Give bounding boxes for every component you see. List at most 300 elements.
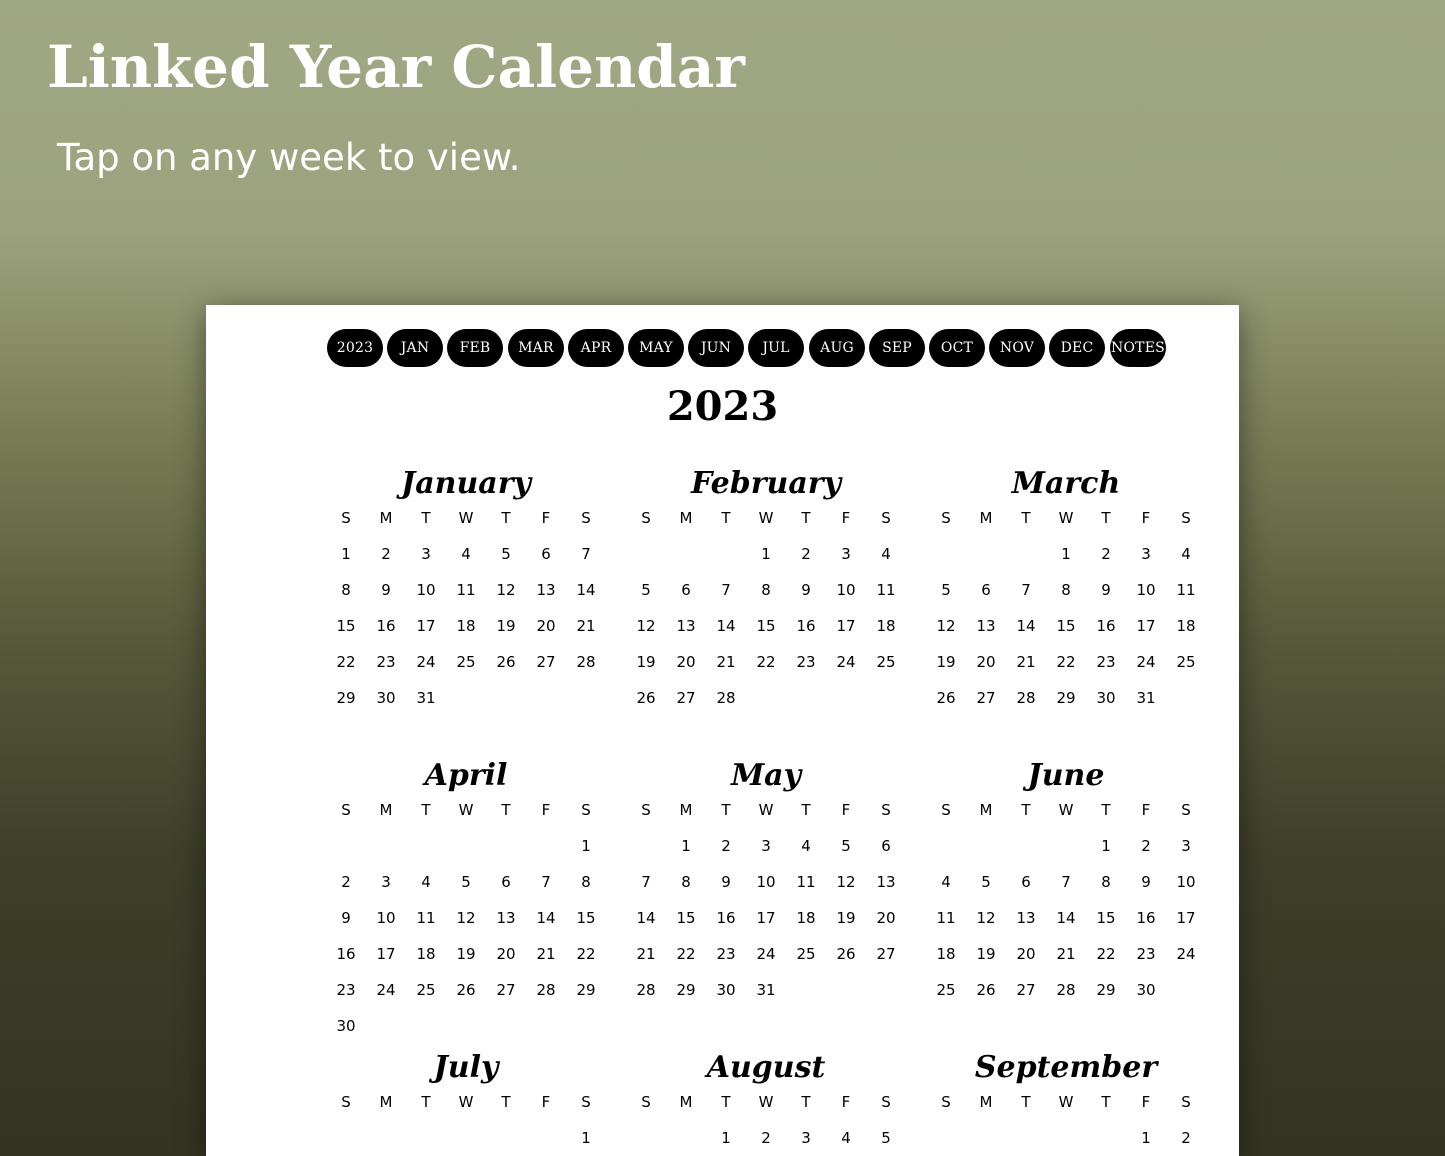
week-row[interactable] [926,975,1206,1005]
day-cell: 18 [796,909,816,927]
day-cell: 27 [536,653,556,671]
nav-tab-apr[interactable]: APR [568,329,624,367]
day-cell: 12 [976,909,996,927]
day-cell [786,975,826,1005]
day-cell: 1 [1141,1129,1151,1147]
week-row[interactable] [626,831,906,861]
day-cell [786,683,826,713]
day-cell: 20 [676,653,696,671]
day-cell: 23 [1136,945,1156,963]
day-cell [866,975,906,1005]
week-row[interactable] [626,539,906,569]
day-cell: 22 [576,945,596,963]
day-cell: 5 [941,581,951,599]
weekday-header: S [941,1093,951,1111]
day-cell: 24 [836,653,856,671]
nav-tab-oct[interactable]: OCT [929,329,985,367]
day-cell: 13 [496,909,516,927]
day-cell: 23 [336,981,356,999]
weekday-header: W [758,509,774,527]
day-cell: 10 [416,581,436,599]
week-row[interactable] [326,683,606,713]
day-cell: 4 [881,545,891,563]
day-cell: 3 [841,545,851,563]
weekday-header: M [679,1093,693,1111]
day-cell: 12 [496,581,516,599]
weekday-header: S [1181,1093,1191,1111]
day-cell: 30 [1096,689,1116,707]
day-cell: 3 [381,873,391,891]
week-row[interactable] [326,539,606,569]
day-cell: 18 [876,617,896,635]
day-cell: 2 [341,873,351,891]
weekday-header: T [501,801,511,819]
week-row[interactable] [926,575,1206,605]
day-cell [626,539,666,569]
day-cell [966,1123,1006,1153]
weekday-header-row [926,795,1206,825]
day-cell [446,831,486,861]
weekday-header: T [801,509,811,527]
day-cell [666,1123,706,1153]
day-cell: 15 [676,909,696,927]
nav-tab-jul[interactable]: JUL [748,329,804,367]
nav-tab-aug[interactable]: AUG [809,329,865,367]
weekday-header: S [641,1093,651,1111]
day-cell: 11 [876,581,896,599]
day-cell: 19 [976,945,996,963]
day-cell: 26 [976,981,996,999]
day-cell [526,1123,566,1153]
weekday-header: T [1021,509,1031,527]
month-name-august[interactable]: August [706,1050,826,1085]
weekday-header: S [941,509,951,527]
weekday-header: S [341,509,351,527]
day-cell: 8 [761,581,771,599]
day-cell: 28 [1056,981,1076,999]
day-cell: 15 [1056,617,1076,635]
day-cell: 7 [1061,873,1071,891]
day-cell [866,683,906,713]
weekday-header: S [341,801,351,819]
day-cell: 5 [881,1129,891,1147]
day-cell [406,1011,446,1041]
day-cell: 28 [1016,689,1036,707]
day-cell: 5 [501,545,511,563]
day-cell [1006,831,1046,861]
weekday-header: S [1181,801,1191,819]
day-cell [926,539,966,569]
week-row[interactable] [626,1123,906,1153]
day-cell [406,831,446,861]
week-row[interactable] [326,975,606,1005]
hero-subtitle: Tap on any week to view. [57,136,521,179]
day-cell [486,1123,526,1153]
day-cell: 4 [461,545,471,563]
day-cell: 22 [1056,653,1076,671]
day-cell [1006,1123,1046,1153]
day-cell: 23 [1096,653,1116,671]
day-cell: 18 [1176,617,1196,635]
day-cell: 27 [976,689,996,707]
nav-tab-sep[interactable]: SEP [869,329,925,367]
day-cell: 17 [1136,617,1156,635]
weekday-header: S [1181,509,1191,527]
week-row[interactable] [326,903,606,933]
day-cell [446,683,486,713]
day-cell: 18 [936,945,956,963]
week-row[interactable] [926,831,1206,861]
weekday-header: T [801,1093,811,1111]
nav-tab-jan[interactable]: JAN [387,329,443,367]
day-cell: 21 [576,617,596,635]
day-cell [1086,1123,1126,1153]
weekday-header: S [581,509,591,527]
day-cell: 5 [641,581,651,599]
day-cell: 1 [581,1129,591,1147]
day-cell: 31 [416,689,436,707]
day-cell: 22 [336,653,356,671]
day-cell: 31 [756,981,776,999]
day-cell: 11 [796,873,816,891]
weekday-header: T [501,509,511,527]
day-cell: 8 [1061,581,1071,599]
weekday-header-row [626,1087,906,1117]
weekday-header: M [979,509,993,527]
week-row[interactable] [326,575,606,605]
day-cell: 3 [761,837,771,855]
day-cell: 29 [336,689,356,707]
day-cell: 23 [716,945,736,963]
weekday-header: S [941,801,951,819]
day-cell [626,831,666,861]
day-cell: 25 [416,981,436,999]
day-cell [926,1123,966,1153]
week-row[interactable] [926,903,1206,933]
day-cell: 1 [721,1129,731,1147]
day-cell: 6 [681,581,691,599]
week-row[interactable] [626,939,906,969]
weekday-header-row [626,795,906,825]
day-cell: 22 [1096,945,1116,963]
week-row[interactable] [926,939,1206,969]
day-cell: 25 [936,981,956,999]
day-cell: 12 [936,617,956,635]
weekday-header: T [721,1093,731,1111]
day-cell [566,683,606,713]
week-row[interactable] [926,611,1206,641]
day-cell [406,1123,446,1153]
weekday-header: F [841,1093,851,1111]
day-cell: 3 [1141,545,1151,563]
day-cell: 7 [541,873,551,891]
day-cell [626,1123,666,1153]
day-cell [326,831,366,861]
day-cell: 2 [721,837,731,855]
week-row[interactable] [326,867,606,897]
week-row[interactable] [926,683,1206,713]
day-cell: 13 [876,873,896,891]
day-cell [1166,683,1206,713]
day-cell: 1 [581,837,591,855]
month-name-january[interactable]: January [401,466,531,501]
day-cell: 16 [336,945,356,963]
day-cell: 18 [456,617,476,635]
weekday-header: W [458,1093,474,1111]
day-cell: 12 [636,617,656,635]
nav-tab-nov[interactable]: NOV [989,329,1045,367]
day-cell: 22 [676,945,696,963]
week-row[interactable] [626,867,906,897]
day-cell: 26 [936,689,956,707]
day-cell: 4 [1181,545,1191,563]
day-cell: 10 [1136,581,1156,599]
weekday-header: T [1021,1093,1031,1111]
weekday-header: W [458,801,474,819]
day-cell: 25 [1176,653,1196,671]
day-cell [446,1011,486,1041]
day-cell: 22 [756,653,776,671]
weekday-header: S [581,1093,591,1111]
month-name-february[interactable]: February [690,466,841,501]
day-cell: 19 [836,909,856,927]
day-cell [1006,539,1046,569]
weekday-header: T [721,509,731,527]
day-cell: 17 [836,617,856,635]
week-row[interactable] [926,1123,1206,1153]
day-cell: 25 [456,653,476,671]
day-cell: 29 [1056,689,1076,707]
weekday-header: M [379,801,393,819]
weekday-header: T [1101,1093,1111,1111]
day-cell: 15 [756,617,776,635]
weekday-header: W [1058,509,1074,527]
day-cell: 6 [1021,873,1031,891]
weekday-header: F [841,801,851,819]
day-cell: 14 [1016,617,1036,635]
day-cell: 10 [836,581,856,599]
weekday-header-row [326,1087,606,1117]
day-cell: 24 [756,945,776,963]
weekday-header-row [926,1087,1206,1117]
weekday-header: F [1141,801,1151,819]
weekday-header: F [841,509,851,527]
day-cell [366,831,406,861]
weekday-header: W [758,801,774,819]
day-cell: 26 [636,689,656,707]
day-cell [1166,975,1206,1005]
day-cell: 31 [1136,689,1156,707]
day-cell: 2 [381,545,391,563]
month-name-april[interactable]: April [424,758,508,793]
nav-tab-mar[interactable]: MAR [508,329,564,367]
day-cell: 29 [576,981,596,999]
day-cell [366,1123,406,1153]
weekday-header: F [541,1093,551,1111]
weekday-header: W [758,1093,774,1111]
day-cell: 11 [416,909,436,927]
week-row[interactable] [326,1123,606,1153]
month-name-july[interactable]: July [433,1050,499,1085]
day-cell [966,831,1006,861]
day-cell: 2 [1181,1129,1191,1147]
day-cell: 16 [1096,617,1116,635]
weekday-header: W [458,509,474,527]
nav-tab-2023[interactable]: 2023 [327,329,383,367]
day-cell: 17 [376,945,396,963]
week-row[interactable] [626,975,906,1005]
day-cell: 2 [761,1129,771,1147]
day-cell: 8 [1101,873,1111,891]
day-cell: 2 [801,545,811,563]
day-cell [966,539,1006,569]
day-cell: 12 [456,909,476,927]
week-row[interactable] [626,611,906,641]
day-cell: 10 [756,873,776,891]
day-cell: 19 [496,617,516,635]
day-cell: 7 [641,873,651,891]
year-title: 2023 [666,383,779,430]
day-cell [1046,1123,1086,1153]
weekday-header: S [341,1093,351,1111]
day-cell: 16 [796,617,816,635]
day-cell: 16 [1136,909,1156,927]
weekday-header: T [1101,509,1111,527]
week-row[interactable] [626,683,906,713]
nav-tab-feb[interactable]: FEB [447,329,503,367]
month-name-may[interactable]: May [730,758,802,793]
day-cell: 17 [756,909,776,927]
weekday-header: M [979,1093,993,1111]
day-cell: 6 [501,873,511,891]
month-name-june[interactable]: June [1027,758,1105,793]
day-cell [526,1011,566,1041]
day-cell: 1 [1061,545,1071,563]
day-cell [486,831,526,861]
week-row[interactable] [326,647,606,677]
day-cell: 26 [456,981,476,999]
day-cell: 11 [1176,581,1196,599]
day-cell: 16 [716,909,736,927]
day-cell: 10 [1176,873,1196,891]
day-cell [706,539,746,569]
day-cell: 11 [936,909,956,927]
day-cell [566,1011,606,1041]
day-cell: 28 [576,653,596,671]
day-cell: 4 [941,873,951,891]
day-cell [746,683,786,713]
weekday-header: S [641,509,651,527]
week-row[interactable] [626,647,906,677]
day-cell: 5 [841,837,851,855]
day-cell: 7 [1021,581,1031,599]
day-cell [1046,831,1086,861]
week-row[interactable] [926,539,1206,569]
day-cell: 30 [336,1017,356,1035]
day-cell: 21 [1016,653,1036,671]
day-cell: 29 [676,981,696,999]
day-cell: 23 [796,653,816,671]
day-cell: 24 [376,981,396,999]
weekday-header: S [641,801,651,819]
day-cell: 14 [636,909,656,927]
day-cell: 21 [716,653,736,671]
day-cell: 30 [716,981,736,999]
weekday-header: S [881,1093,891,1111]
day-cell: 27 [496,981,516,999]
day-cell: 24 [1176,945,1196,963]
day-cell: 25 [796,945,816,963]
day-cell: 9 [801,581,811,599]
month-name-september[interactable]: September [974,1050,1158,1085]
weekday-header: S [881,509,891,527]
weekday-header: M [379,509,393,527]
weekday-header-row [926,503,1206,533]
hero-title: Linked Year Calendar [47,33,745,101]
day-cell [826,683,866,713]
day-cell: 12 [836,873,856,891]
day-cell: 17 [1176,909,1196,927]
week-row[interactable] [326,611,606,641]
weekday-header: M [979,801,993,819]
day-cell: 25 [876,653,896,671]
day-cell: 2 [1101,545,1111,563]
weekday-header: W [1058,1093,1074,1111]
week-row[interactable] [326,939,606,969]
weekday-header: M [679,509,693,527]
nav-tab-notes[interactable]: NOTES [1110,329,1166,367]
nav-tab-jun[interactable]: JUN [688,329,744,367]
day-cell: 8 [581,873,591,891]
weekday-header-row [626,503,906,533]
day-cell: 14 [716,617,736,635]
week-row[interactable] [926,647,1206,677]
weekday-header: T [721,801,731,819]
nav-tab-dec[interactable]: DEC [1049,329,1105,367]
day-cell: 4 [421,873,431,891]
day-cell: 24 [1136,653,1156,671]
month-name-march[interactable]: March [1011,466,1121,501]
week-row[interactable] [326,1011,606,1041]
week-row[interactable] [626,903,906,933]
weekday-header: T [1021,801,1031,819]
weekday-header: F [541,801,551,819]
day-cell: 17 [416,617,436,635]
week-row[interactable] [326,831,606,861]
weekday-header: T [421,1093,431,1111]
day-cell: 8 [341,581,351,599]
weekday-header: T [1101,801,1111,819]
week-row[interactable] [626,575,906,605]
day-cell: 6 [881,837,891,855]
day-cell: 14 [1056,909,1076,927]
weekday-header: S [581,801,591,819]
day-cell: 18 [416,945,436,963]
week-row[interactable] [926,867,1206,897]
day-cell: 13 [1016,909,1036,927]
day-cell: 26 [836,945,856,963]
nav-tab-may[interactable]: MAY [628,329,684,367]
day-cell [486,683,526,713]
day-cell: 27 [876,945,896,963]
day-cell: 20 [876,909,896,927]
day-cell: 19 [636,653,656,671]
weekday-header: S [881,801,891,819]
day-cell: 30 [1136,981,1156,999]
weekday-header: F [1141,509,1151,527]
day-cell [486,1011,526,1041]
day-cell [366,1011,406,1041]
